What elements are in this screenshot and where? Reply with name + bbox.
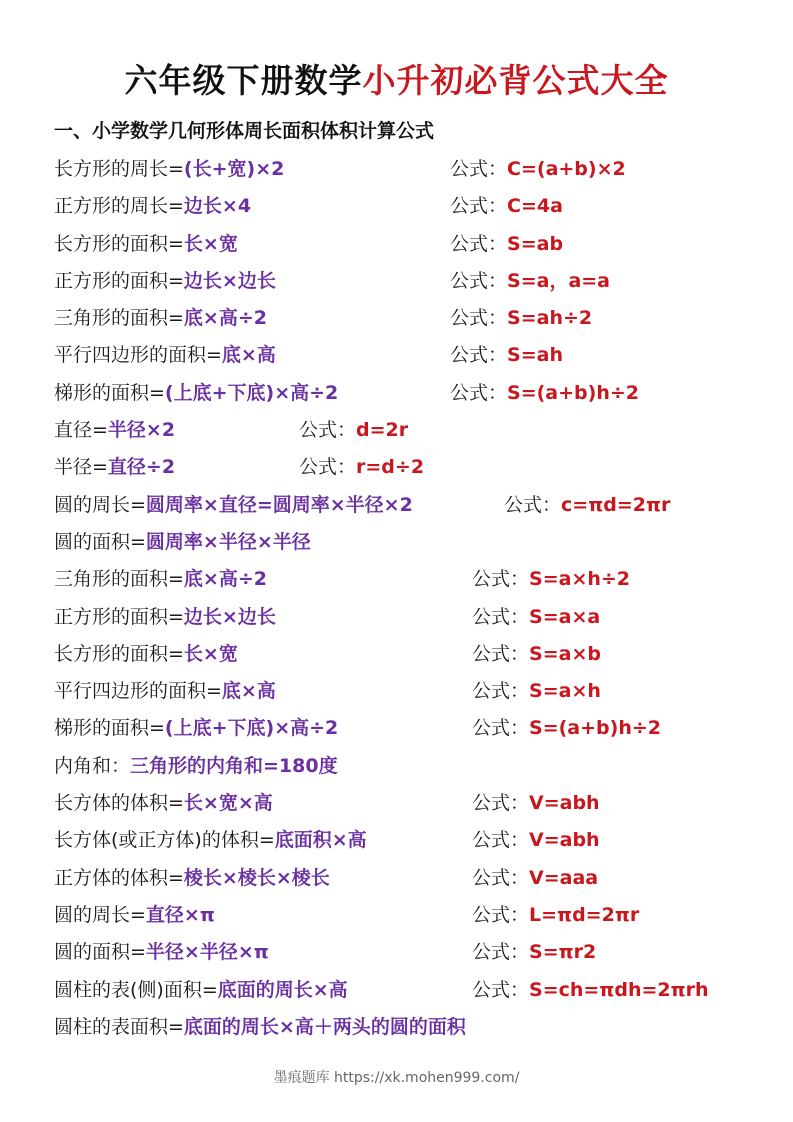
line-label: 梯形的面积= bbox=[54, 381, 165, 404]
formula-prefix: 公式： bbox=[472, 642, 530, 665]
formula-prefix: 公式： bbox=[472, 680, 530, 703]
line-label: 直径= bbox=[54, 419, 108, 442]
formula-prefix: 公式： bbox=[450, 195, 508, 218]
line-value: 底×高 bbox=[221, 680, 276, 703]
title-black-part: 六年级下册数学 bbox=[124, 61, 363, 100]
formula-line bbox=[54, 525, 774, 562]
line-label: 圆的周长= bbox=[54, 903, 146, 926]
line-value: 半径×2 bbox=[107, 419, 176, 442]
line-value: 三角形的内角和=180度 bbox=[130, 754, 338, 777]
formula-prefix: 公式： bbox=[472, 903, 530, 926]
line-value: (上底+下底)×高÷2 bbox=[164, 717, 339, 740]
formula-line bbox=[54, 973, 774, 1010]
line-label: 长方形的面积= bbox=[54, 642, 184, 665]
formula-group bbox=[450, 189, 563, 223]
formula-line bbox=[54, 152, 774, 189]
formula-expression: S=a×b bbox=[529, 642, 601, 665]
formula-group bbox=[450, 264, 610, 298]
formula-expression: S=ab bbox=[507, 232, 564, 255]
formula-prefix: 公式： bbox=[299, 419, 357, 442]
line-label: 正方形的面积= bbox=[54, 605, 184, 628]
formula-line bbox=[54, 637, 774, 674]
formula-expression: d=2r bbox=[356, 419, 409, 442]
formula-line bbox=[54, 935, 774, 972]
formula-group bbox=[472, 861, 598, 895]
formula-group bbox=[450, 338, 563, 372]
formula-prefix: 公式： bbox=[299, 456, 357, 479]
line-value: 棱长×棱长×棱长 bbox=[183, 866, 330, 889]
formula-group bbox=[450, 301, 592, 335]
formula-prefix: 公式： bbox=[450, 307, 508, 330]
formula-line bbox=[54, 301, 774, 338]
formula-line bbox=[54, 562, 774, 599]
formula-prefix: 公式： bbox=[450, 158, 508, 180]
line-value: 边长×边长 bbox=[183, 269, 276, 292]
formula-expression: L=πd=2πr bbox=[529, 903, 640, 926]
formula-expression: S=ch=πdh=2πrh bbox=[529, 978, 709, 1001]
line-value: 长×宽 bbox=[183, 642, 238, 665]
formula-prefix: 公式： bbox=[472, 978, 530, 1001]
line-label: 正方体的体积= bbox=[54, 866, 184, 889]
line-value: 底面的周长×高＋两头的圆的面积 bbox=[183, 1015, 466, 1038]
line-value: 直径×π bbox=[145, 903, 215, 926]
formula-expression: C=4a bbox=[507, 195, 563, 218]
formula-expression: C=(a+b)×2 bbox=[507, 158, 626, 180]
formula-prefix: 公式： bbox=[472, 717, 530, 740]
formula-line bbox=[54, 1010, 774, 1047]
formula-group bbox=[472, 674, 601, 708]
line-value: 底×高 bbox=[221, 344, 276, 367]
formula-line bbox=[54, 227, 774, 264]
formula-prefix: 公式： bbox=[472, 829, 530, 852]
formula-prefix: 公式： bbox=[504, 493, 562, 516]
formula-group bbox=[472, 935, 596, 969]
formula-expression: S=(a+b)h÷2 bbox=[507, 381, 639, 404]
formula-expression: c=πd=2πr bbox=[561, 493, 671, 516]
formula-group bbox=[299, 413, 408, 447]
formula-prefix: 公式： bbox=[472, 605, 530, 628]
line-label: 平行四边形的面积= bbox=[54, 344, 222, 367]
formula-expression: V=abh bbox=[529, 829, 600, 852]
line-label: 圆的面积= bbox=[54, 941, 146, 964]
formula-group bbox=[472, 786, 600, 820]
line-label: 长方形的周长= bbox=[54, 158, 184, 180]
line-label: 长方体的体积= bbox=[54, 792, 184, 815]
formula-line bbox=[54, 338, 774, 375]
formula-group bbox=[472, 898, 639, 932]
formula-expression: S=ah bbox=[507, 344, 563, 367]
line-value: 直径÷2 bbox=[107, 456, 176, 479]
formula-group bbox=[450, 152, 626, 186]
line-value: (长+宽)×2 bbox=[183, 158, 285, 180]
formula-expression: S=a×h÷2 bbox=[529, 568, 631, 591]
formula-line bbox=[54, 786, 774, 823]
footer-watermark: 墨痕题库 https://xk.mohen999.com/ bbox=[273, 1070, 520, 1086]
formula-expression: S=a×h bbox=[529, 680, 601, 703]
line-value: 圆周率×半径×半径 bbox=[145, 530, 311, 553]
formula-prefix: 公式： bbox=[472, 568, 530, 591]
formula-expression: S=a，a=a bbox=[507, 269, 611, 292]
formula-line bbox=[54, 264, 774, 301]
line-label: 圆的周长= bbox=[54, 493, 146, 516]
page-title bbox=[0, 56, 793, 106]
formula-expression: S=ah÷2 bbox=[507, 307, 593, 330]
formula-list bbox=[54, 152, 774, 1047]
line-value: 边长×边长 bbox=[183, 605, 276, 628]
line-label: 梯形的面积= bbox=[54, 717, 165, 740]
formula-line bbox=[54, 749, 774, 786]
line-label: 内角和： bbox=[54, 754, 131, 777]
line-value: 长×宽 bbox=[183, 232, 238, 255]
formula-prefix: 公式： bbox=[450, 381, 508, 404]
line-value: 圆周率×直径=圆周率×半径×2 bbox=[145, 493, 413, 516]
formula-line bbox=[54, 488, 774, 525]
formula-expression: S=πr2 bbox=[529, 941, 597, 964]
line-value: 底×高÷2 bbox=[183, 307, 267, 330]
line-label: 圆柱的表面积= bbox=[54, 1015, 184, 1038]
formula-expression: V=abh bbox=[529, 792, 600, 815]
section-heading: 一、小学数学几何形体周长面积体积计算公式 bbox=[54, 120, 435, 142]
formula-line bbox=[54, 413, 774, 450]
line-value: 半径×半径×π bbox=[145, 941, 269, 964]
line-label: 平行四边形的面积= bbox=[54, 680, 222, 703]
formula-prefix: 公式： bbox=[450, 269, 508, 292]
line-value: 底面积×高 bbox=[274, 829, 367, 852]
formula-expression: V=aaa bbox=[529, 866, 599, 889]
formula-line bbox=[54, 711, 774, 748]
formula-group bbox=[504, 488, 670, 522]
formula-prefix: 公式： bbox=[450, 344, 508, 367]
formula-group bbox=[299, 450, 424, 484]
formula-expression: S=a×a bbox=[529, 605, 601, 628]
formula-line bbox=[54, 600, 774, 637]
line-label: 正方形的周长= bbox=[54, 195, 184, 218]
line-label: 正方形的面积= bbox=[54, 269, 184, 292]
line-value: (上底+下底)×高÷2 bbox=[164, 381, 339, 404]
formula-group bbox=[472, 711, 661, 745]
line-label: 长方体(或正方体)的体积= bbox=[54, 829, 275, 852]
line-value: 长×宽×高 bbox=[183, 792, 273, 815]
formula-prefix: 公式： bbox=[472, 941, 530, 964]
formula-line bbox=[54, 674, 774, 711]
line-label: 圆柱的表(侧)面积= bbox=[54, 978, 218, 1001]
formula-expression: r=d÷2 bbox=[356, 456, 425, 479]
line-label: 三角形的面积= bbox=[54, 568, 184, 591]
formula-line bbox=[54, 861, 774, 898]
formula-line bbox=[54, 823, 774, 860]
formula-group bbox=[472, 973, 709, 1007]
formula-line bbox=[54, 450, 774, 487]
title-red-part: 小升初必背公式大全 bbox=[362, 61, 669, 100]
formula-group bbox=[450, 376, 639, 410]
line-label: 圆的面积= bbox=[54, 530, 146, 553]
formula-group bbox=[472, 562, 630, 596]
line-label: 三角形的面积= bbox=[54, 307, 184, 330]
formula-line bbox=[54, 898, 774, 935]
formula-prefix: 公式： bbox=[472, 866, 530, 889]
formula-group bbox=[472, 823, 600, 857]
formula-line bbox=[54, 376, 774, 413]
line-value: 底×高÷2 bbox=[183, 568, 267, 591]
line-label: 长方形的面积= bbox=[54, 232, 184, 255]
line-label: 半径= bbox=[54, 456, 108, 479]
formula-expression: S=(a+b)h÷2 bbox=[529, 717, 661, 740]
formula-prefix: 公式： bbox=[450, 232, 508, 255]
formula-group bbox=[472, 637, 601, 671]
formula-prefix: 公式： bbox=[472, 792, 530, 815]
line-value: 边长×4 bbox=[183, 195, 252, 218]
formula-group bbox=[472, 600, 600, 634]
formula-line bbox=[54, 189, 774, 226]
line-value: 底面的周长×高 bbox=[217, 978, 348, 1001]
formula-group bbox=[450, 227, 563, 261]
